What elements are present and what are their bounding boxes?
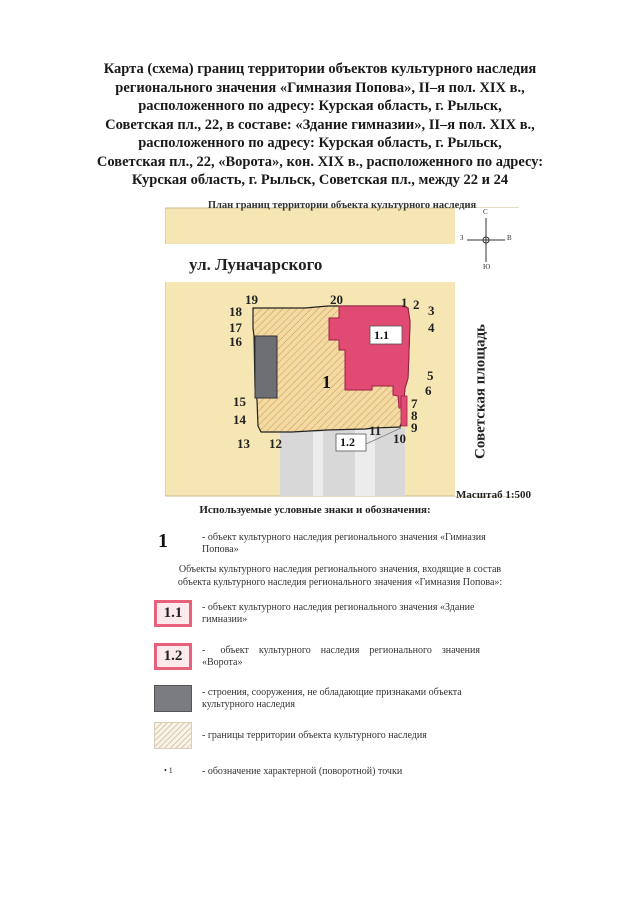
legend-boundary-text: - границы территории объекта культурного наследия bbox=[202, 730, 427, 741]
legend-building-text-line: - строения, сооружения, не обладающие признаками объекта bbox=[202, 687, 462, 698]
legend-main-text-line: - объект культурного наследия регионального значения «Гимназия bbox=[202, 532, 486, 543]
street-label-right: Советская площадь bbox=[472, 324, 489, 459]
legend-main-text-line: Попова» bbox=[202, 544, 239, 555]
legend-group-line: Объекты культурного наследия регионального значения, входящие в состав bbox=[178, 564, 502, 575]
legend-1-2-text-line: - объект культурного наследия регионального значения bbox=[202, 645, 480, 656]
point-label-4: 4 bbox=[428, 320, 435, 335]
legend-1-1-text-line: - объект культурного наследия регионального значения «Здание bbox=[202, 602, 475, 613]
point-label-16: 16 bbox=[229, 334, 242, 349]
legend-symbol-1-2: 1.2 bbox=[154, 643, 192, 670]
legend-main-symbol: 1 bbox=[158, 530, 168, 552]
point-label-11: 11 bbox=[369, 423, 382, 438]
legend-building-text-line: культурного наследия bbox=[202, 699, 295, 710]
object-label-1-2: 1.2 bbox=[340, 435, 355, 449]
legend-1-2-text bbox=[202, 645, 480, 669]
boundary-plan-map bbox=[165, 200, 519, 504]
legend-main-text bbox=[202, 532, 486, 556]
legend-point-text: - обозначение характерной (поворотной) точки bbox=[202, 766, 403, 777]
compass-w: З bbox=[460, 234, 464, 242]
compass-s: Ю bbox=[483, 263, 491, 271]
legend-symbol-1-1: 1.1 bbox=[154, 600, 192, 627]
point-label-20: 20 bbox=[330, 292, 343, 307]
gray-area-strip bbox=[313, 432, 323, 496]
legend-symbol-boundary bbox=[154, 722, 192, 749]
legend-building-text bbox=[202, 687, 462, 711]
point-label-14: 14 bbox=[233, 412, 246, 427]
title-line: регионального значения «Гимназия Попова», II–я пол. XIX в., bbox=[115, 79, 525, 96]
point-label-2: 2 bbox=[413, 297, 420, 312]
title-line: Советская пл., 22, «Ворота», кон. XIX в., расположенного по адресу: bbox=[96, 153, 544, 170]
street-label-top: ул. Луначарского bbox=[189, 255, 323, 274]
point-label-7: 7 bbox=[411, 396, 418, 411]
legend-symbol-point: • 1 bbox=[164, 766, 173, 775]
map-svg bbox=[165, 200, 519, 504]
gray-building bbox=[255, 336, 277, 398]
legend-group-text bbox=[140, 564, 540, 589]
title-line: Советская пл., 22, в составе: «Здание гимназии», II–я пол. XIX в., bbox=[105, 116, 535, 133]
point-label-10: 10 bbox=[393, 431, 406, 446]
legend-1-2-text-line: «Ворота» bbox=[202, 657, 243, 668]
compass-n: С bbox=[483, 208, 488, 216]
point-label-12: 12 bbox=[269, 436, 282, 451]
title-line: Карта (схема) границ территории объектов культурного наследия bbox=[103, 61, 537, 77]
point-label-5: 5 bbox=[427, 368, 434, 383]
point-label-6: 6 bbox=[425, 383, 432, 398]
legend-symbol-building bbox=[154, 685, 192, 712]
object-label-1-1: 1.1 bbox=[374, 328, 389, 342]
point-label-1: 1 bbox=[401, 295, 408, 310]
point-label-8: 8 bbox=[411, 408, 418, 423]
compass-e: В bbox=[507, 234, 512, 242]
title-line: Курская область, г. Рыльск, Советская пл., между 22 и 24 bbox=[131, 172, 509, 188]
point-label-15: 15 bbox=[233, 394, 246, 409]
map-scale: Масштаб 1:500 bbox=[456, 489, 532, 501]
plan-title: План границ территории объекта культурного наследия bbox=[207, 200, 477, 211]
point-label-19: 19 bbox=[245, 292, 258, 307]
legend-group-line: объекта культурного наследия регионального значения «Гимназия Попова»: bbox=[177, 576, 503, 588]
point-label-3: 3 bbox=[428, 303, 435, 318]
point-label-17: 17 bbox=[229, 320, 242, 335]
legend-1-1-text bbox=[202, 602, 474, 626]
title-line: расположенного по адресу: Курская область, г. Рыльск, bbox=[138, 135, 502, 151]
object-1-2-gate bbox=[401, 396, 407, 426]
legend-title: Используемые условные знаки и обозначения: bbox=[199, 504, 431, 516]
point-label-13: 13 bbox=[237, 436, 250, 451]
object-label-1: 1 bbox=[322, 372, 331, 392]
legend-1-1-text-line: гимназии» bbox=[202, 614, 248, 625]
point-label-9: 9 bbox=[411, 420, 418, 435]
point-label-18: 18 bbox=[229, 304, 242, 319]
title-line: расположенного по адресу: Курская область, г. Рыльск, bbox=[138, 98, 502, 114]
document-title bbox=[40, 60, 600, 190]
